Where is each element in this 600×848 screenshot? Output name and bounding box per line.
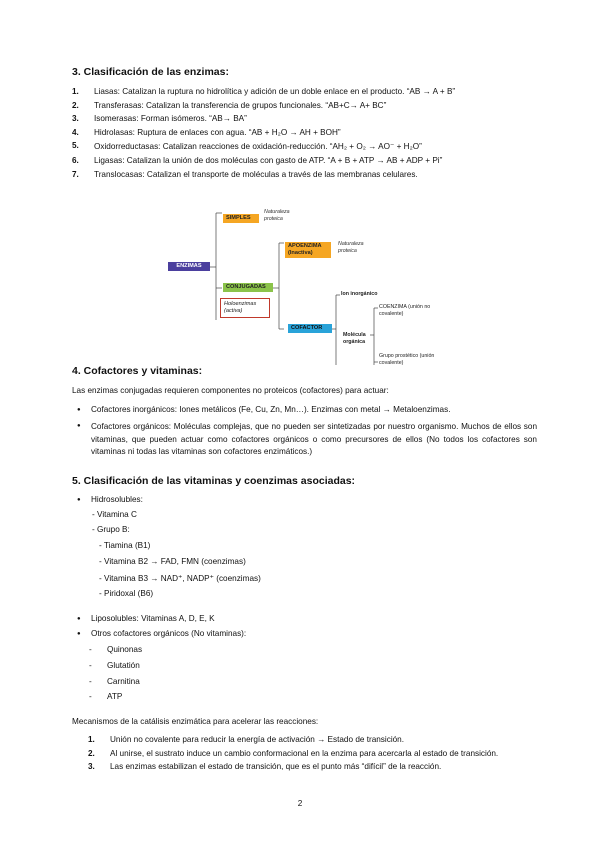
mechanisms-list	[88, 735, 498, 776]
list-number: 5.	[72, 141, 79, 151]
list-number: 7.	[72, 169, 79, 179]
enzimas-box: ENZIMAS	[168, 262, 210, 271]
bullet-otros: ● Otros cofactores orgánicos (No vitaminas):	[77, 629, 537, 638]
list-number: 1.	[72, 87, 79, 96]
molecula-organica-label: Molécula orgánica	[343, 332, 366, 345]
list-item	[72, 114, 455, 123]
bullet-organic: ● Cofactores orgánicos: Moléculas complejas, que no pueden ser sintetizadas por nuestro organismo. Muchos de ellos son vitaminas, que pueden actuar como cofactores orgánicos o como precursores de ellos (No todos los cofactores son vitaminas ni todas las vitaminas son cofactores enzimáticos.)	[77, 421, 537, 459]
mechanisms-title: Mecanismos de la catálisis enzimática para acelerar las reacciones:	[72, 717, 319, 726]
conjugadas-box: CONJUGADAS	[223, 283, 273, 292]
other-carnitina: Carnitina	[107, 677, 140, 686]
list-number: 1.	[88, 735, 95, 744]
other-glutation: Glutatión	[107, 661, 140, 670]
list-text: Hidrolasas: Ruptura de enlaces con agua. “AB + H₂O → AH + BOH”	[94, 127, 341, 137]
list-text: Ligasas: Catalizan la unión de dos moléculas con gasto de ATP. “A + B + ATP → AB + ADP + Pi”	[94, 155, 443, 165]
cofactor-organic-list	[77, 421, 537, 459]
list-text: Unión no covalente para reducir la energía de activación → Estado de transición.	[110, 735, 405, 744]
dash-marker: -	[89, 677, 92, 686]
list-item	[72, 101, 455, 110]
cofactor-box: COFACTOR	[288, 324, 332, 333]
list-text: Liasas: Catalizan la ruptura no hidrolítica y adición de un doble enlace en el producto. “AB → A + B”	[94, 87, 456, 96]
bullet-inorganic: ● Cofactores inorgánicos: Iones metálicos (Fe, Cu, Zn, Mn…). Enzimas con metal → Metaloenzimas.	[77, 405, 537, 414]
vitamin-b3: - Vitamina B3 → NAD⁺, NADP⁺ (coenzimas)	[99, 574, 261, 583]
list-text: Transferasas: Catalizan la transferencia de grupos funcionales. “AB+C→ A+ BC”	[94, 100, 387, 110]
vitamin-b1: - Tiamina (B1)	[99, 541, 151, 550]
list-text: Translocasas: Catalizan el transporte de moléculas a través de las membranas celulares.	[94, 169, 418, 179]
section-4-title: 4. Cofactores y vitaminas:	[72, 365, 203, 377]
grupo-prostetico-label: Grupo prostético (unión covalente)	[379, 353, 435, 366]
list-item	[72, 87, 455, 96]
diagram-connectors	[160, 205, 450, 370]
list-text: Oxidorreductasas: Catalizan reacciones de oxidación-reducción. “AH₂ + O₂ → AO⁻ + H₂O”	[94, 142, 422, 152]
dash-marker: -	[89, 661, 92, 670]
list-item	[88, 762, 498, 771]
apoenzima-note: Naturaleza proteica	[338, 241, 364, 254]
list-number: 2.	[72, 100, 79, 110]
list-item	[88, 749, 498, 758]
simples-box: SIMPLES	[223, 214, 259, 223]
simples-note: Naturaleza proteica	[264, 209, 290, 222]
list-number: 4.	[72, 127, 79, 137]
ion-inorganico-label: Ion inorgánico	[341, 291, 378, 297]
dash-marker: -	[89, 645, 92, 654]
enzyme-classes-list	[72, 87, 455, 183]
enzyme-classification-diagram	[160, 205, 450, 370]
list-number: 2.	[88, 748, 95, 758]
section-4-intro: Las enzimas conjugadas requieren componentes no proteicos (cofactores) para actuar:	[72, 386, 389, 395]
otros-item	[77, 629, 537, 638]
list-item	[72, 170, 455, 179]
list-text: Isomerasas: Forman isómeros. “AB→ BA”	[94, 114, 247, 124]
coenzima-label: COENZIMA (unión no covalente)	[379, 304, 431, 317]
vitamin-c: - Vitamina C	[92, 510, 137, 519]
bullet-liposolubles: ● Liposolubles: Vitaminas A, D, E, K	[77, 614, 537, 623]
section-3-title: 3. Clasificación de las enzimas:	[72, 66, 229, 78]
list-text: Al unirse, el sustrato induce un cambio conformacional en la enzima para acercarla al estado de transición.	[110, 748, 499, 758]
section-5-title: 5. Clasificación de las vitaminas y coenzimas asociadas:	[72, 475, 356, 487]
apoenzima-box: APOENZIMA (Inactiva)	[285, 242, 331, 258]
bullet-hidrosolubles: ● Hidrosolubles:	[77, 495, 537, 504]
vitamin-b2: - Vitamina B2 → FAD, FMN (coenzimas)	[99, 557, 246, 566]
liposolubles-item	[77, 614, 537, 623]
list-item	[88, 735, 498, 744]
list-item	[72, 156, 455, 165]
vitamin-b6: - Piridoxal (B6)	[99, 589, 154, 598]
list-number: 3.	[88, 762, 95, 772]
list-item	[72, 141, 455, 151]
other-atp: ATP	[107, 692, 123, 701]
cofactor-list	[77, 405, 537, 414]
list-item	[72, 128, 455, 137]
holoenzimas-box: Holoenzimas (activa)	[220, 298, 270, 318]
dash-marker: -	[89, 692, 92, 701]
list-number: 3.	[72, 114, 79, 124]
list-number: 6.	[72, 155, 79, 165]
page-number: 2	[297, 799, 303, 808]
list-text: Las enzimas estabilizan el estado de transición, que es el punto más “difícil” de la reacción.	[110, 762, 442, 772]
other-quinonas: Quinonas	[107, 645, 143, 654]
grupo-b: - Grupo B:	[92, 525, 130, 534]
hidrosolubles-item	[77, 495, 537, 504]
